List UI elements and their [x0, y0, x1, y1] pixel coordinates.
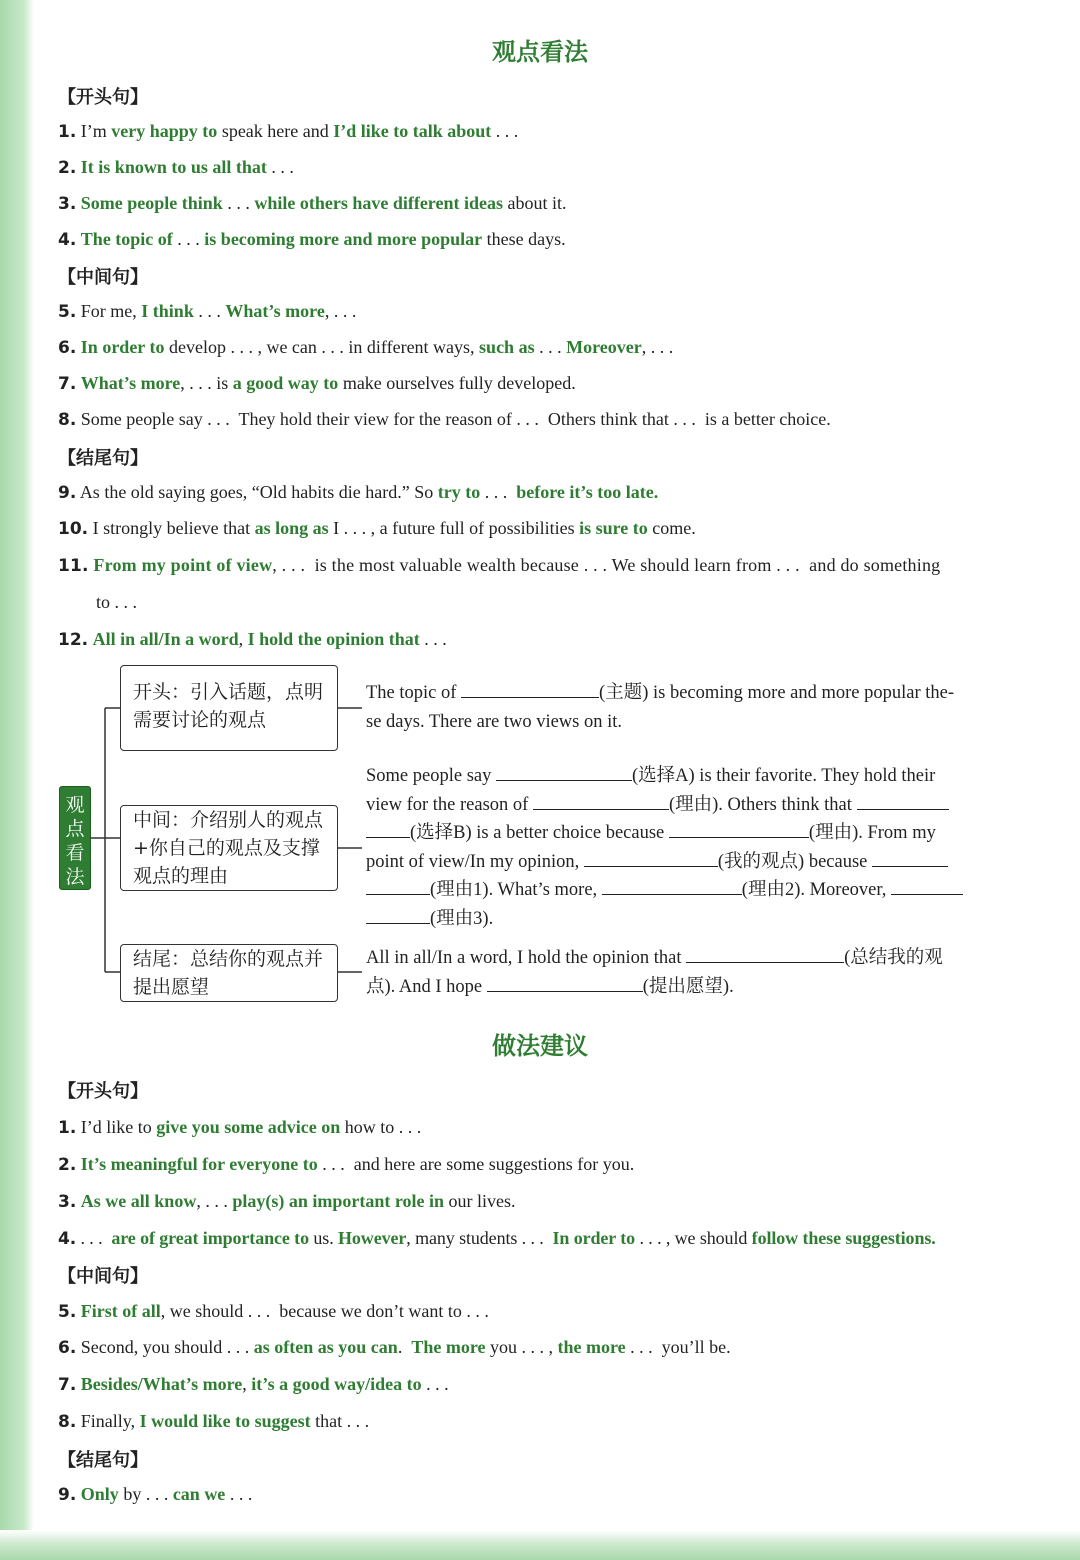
- sentence-part-key: a good way to: [232, 373, 339, 393]
- sentence-part: . . . and here are some suggestions for you.: [317, 1154, 635, 1174]
- mindmap-template-ending: [366, 944, 1026, 1001]
- sentence-part-key: What’s more: [225, 301, 325, 321]
- sentence-number: 4.: [58, 230, 77, 250]
- sentence-part-key: The more: [411, 1337, 486, 1357]
- fill-blank[interactable]: [669, 819, 809, 838]
- sentence-part: how to . . .: [340, 1117, 422, 1137]
- tag-middle: 【中间句】: [58, 1266, 148, 1287]
- fill-blank[interactable]: [366, 819, 410, 838]
- template-text: Some people say: [366, 766, 496, 786]
- sentence-part: I . . . , a future full of possibilities: [328, 518, 580, 538]
- sentence-number: 2.: [58, 1155, 77, 1175]
- tag-opening: 【开头句】: [58, 1081, 148, 1102]
- template-text: All in all/In a word, I hold the opinion that: [366, 948, 687, 968]
- mindmap-box-opening: 开头：引入话题，点明需要讨论的观点: [120, 665, 338, 751]
- sentence-part-key: The topic of: [80, 229, 173, 249]
- sentence-part-key: Only: [80, 1484, 119, 1504]
- sentence-part: . . . , we should: [635, 1228, 752, 1248]
- advice-sentence-5: [58, 1299, 489, 1324]
- advice-sentence-7: [58, 1372, 449, 1397]
- advice-sentence-9: [58, 1482, 252, 1507]
- sentence-part: . . .: [172, 229, 205, 249]
- sentence-part: For me,: [80, 301, 142, 321]
- sentence-part: ,: [238, 629, 248, 649]
- sentence-part: come.: [647, 518, 696, 538]
- template-text: se days. There are two views on it.: [366, 711, 623, 732]
- sentence-number: 3.: [58, 1192, 77, 1212]
- template-text: (选择A) is their favorite. They hold their: [632, 766, 936, 786]
- sentence-number: 6.: [58, 338, 77, 358]
- sentence-part: speak here and: [217, 121, 334, 141]
- template-text: (主题) is becoming more and more popular the-: [599, 683, 955, 703]
- sentence-part: you . . . ,: [485, 1337, 558, 1357]
- sentence-part: ,: [242, 1374, 252, 1394]
- sentence-part-key: However: [338, 1228, 407, 1248]
- sentence-part: by . . .: [118, 1484, 173, 1504]
- sentence-part-key: What’s more: [80, 373, 181, 393]
- sentence-part: , . . .: [641, 337, 674, 357]
- sentence-11-continuation: to . . .: [96, 592, 138, 612]
- sentence-part: .: [397, 1337, 412, 1357]
- sentence-part-key: is sure to: [579, 518, 648, 538]
- mindmap-box-ending: 结尾：总结你的观点并提出愿望: [120, 944, 338, 1002]
- sentence-part: develop . . . , we can . . . in different ways,: [164, 337, 480, 357]
- template-text: (理由1). What’s more,: [430, 880, 602, 900]
- sentence-part: , . . .: [324, 301, 357, 321]
- sentence-number: 11.: [58, 556, 89, 576]
- fill-blank[interactable]: [487, 973, 643, 992]
- sentence-part: . . .: [419, 629, 447, 649]
- sentence-part-key: It’s meaningful for everyone to: [80, 1154, 318, 1174]
- sentence-part-key: From my point of view: [93, 555, 273, 575]
- template-text: (总结我的观: [844, 948, 943, 968]
- sentence-number: 5.: [58, 1302, 77, 1322]
- sentence-part: these days.: [482, 229, 566, 249]
- sentence-part-key: as often as you can: [253, 1337, 398, 1357]
- sentence-number: 8.: [58, 1412, 77, 1432]
- mindmap-box-middle: 中间：介绍别人的观点+你自己的观点及支撑观点的理由: [120, 805, 338, 891]
- sentence-part: , . . . is: [180, 373, 233, 393]
- fill-blank[interactable]: [584, 848, 718, 867]
- template-text: (理由2). Moreover,: [741, 880, 892, 900]
- advice-sentence-1: [58, 1115, 421, 1140]
- sentence-number: 2.: [58, 158, 77, 178]
- sentence-number: 6.: [58, 1338, 77, 1358]
- sentence-part-key: while others have different ideas: [254, 193, 503, 213]
- advice-sentence-8: [58, 1409, 369, 1434]
- template-text: view for the reason of: [366, 794, 533, 815]
- sentence-number: 8.: [58, 410, 77, 430]
- sentence-part-key: try to: [437, 482, 481, 502]
- template-text: (提出愿望).: [642, 976, 734, 997]
- sentence-part: Some people say . . . They hold their view for the reason of . . . Others think that . . . is a better choice.: [80, 409, 831, 429]
- template-text: (理由). Others think that: [668, 794, 857, 815]
- fill-blank[interactable]: [496, 762, 632, 781]
- sentence-number: 9.: [58, 483, 77, 503]
- template-text: (选择B) is a better choice because: [410, 823, 669, 843]
- sentence-number: 3.: [58, 194, 77, 214]
- tag-ending: 【结尾句】: [58, 448, 148, 469]
- sentence-part: As the old saying goes, “Old habits die hard.” So: [79, 482, 438, 502]
- tag-middle: 【中间句】: [58, 267, 148, 288]
- sentence-number: 9.: [58, 1485, 77, 1505]
- sentence-part: make ourselves fully developed.: [338, 373, 576, 393]
- sentence-part-key: Some people think: [80, 193, 223, 213]
- sentence-part: Second, you should . . .: [80, 1337, 254, 1357]
- sentence-part: Finally,: [80, 1411, 140, 1431]
- tag-opening: 【开头句】: [58, 87, 148, 108]
- section-title-opinion: 观点看法: [492, 38, 588, 66]
- sentence-part: , we should . . . because we don’t want to . . .: [160, 1301, 489, 1321]
- fill-blank[interactable]: [872, 848, 948, 867]
- sentence-part-key: All in all/In a word: [92, 629, 239, 649]
- sentence-part-key: First of all: [80, 1301, 161, 1321]
- sentence-part: , many students . . .: [406, 1228, 553, 1248]
- fill-blank[interactable]: [891, 876, 963, 895]
- sentence-part: that . . .: [310, 1411, 370, 1431]
- sentence-part-key: can we: [172, 1484, 226, 1504]
- sentence-part: our lives.: [444, 1191, 516, 1211]
- sentence-part-key: give you some advice on: [156, 1117, 341, 1137]
- sentence-part-key: As we all know: [80, 1191, 197, 1211]
- sentence-part: . . .: [534, 337, 567, 357]
- sentence-part: . . .: [222, 193, 255, 213]
- sentence-part-key: is becoming more and more popular: [204, 229, 483, 249]
- sentence-number: 12.: [58, 630, 89, 650]
- section-title-advice: 做法建议: [492, 1032, 588, 1060]
- sentence-number: 4.: [58, 1229, 77, 1249]
- advice-sentence-6: [58, 1335, 731, 1360]
- fill-blank[interactable]: [461, 679, 599, 698]
- sentence-part-key: In order to: [80, 337, 165, 357]
- mindmap-template-middle: [366, 762, 1026, 933]
- sentence-part-key: before it’s too late.: [516, 482, 659, 502]
- sentence-part-key: very happy to: [111, 121, 218, 141]
- fill-blank[interactable]: [366, 905, 430, 924]
- sentence-part-key: In order to: [552, 1228, 636, 1248]
- sentence-part: I’d like to: [80, 1117, 157, 1137]
- sentence-part-key: it’s a good way/idea to: [251, 1374, 422, 1394]
- advice-sentence-4: [58, 1226, 936, 1251]
- sentence-part: I strongly believe that: [92, 518, 255, 538]
- sentence-part-key: It is known to us all that: [80, 157, 267, 177]
- sentence-number: 7.: [58, 374, 77, 394]
- template-text: The topic of: [366, 683, 462, 703]
- sentence-part-key: Besides/What’s more: [80, 1374, 243, 1394]
- fill-blank[interactable]: [857, 791, 949, 810]
- sentence-number: 10.: [58, 519, 89, 539]
- sentence-part: about it.: [502, 193, 567, 213]
- sentence-part: . . .: [421, 1374, 449, 1394]
- sentence-number: 1.: [58, 122, 77, 142]
- sentence-part-key: Moreover: [566, 337, 642, 357]
- sentence-part-key: as long as: [254, 518, 329, 538]
- sentence-part-key: the more: [557, 1337, 626, 1357]
- sentence-part-key: play(s) an important role in: [232, 1191, 444, 1211]
- sentence-number: 5.: [58, 302, 77, 322]
- sentence-part-key: I hold the opinion that: [247, 629, 420, 649]
- sentence-part: . . .: [266, 157, 294, 177]
- tag-ending: 【结尾句】: [58, 1450, 148, 1471]
- sentence-part: . . .: [80, 1228, 112, 1248]
- template-text: point of view/In my opinion,: [366, 851, 584, 872]
- advice-sentence-2: [58, 1152, 634, 1177]
- sentence-part: . . . you’ll be.: [625, 1337, 731, 1357]
- template-text: 点). And I hope: [366, 976, 487, 997]
- fill-blank[interactable]: [602, 876, 742, 895]
- sentence-part: us.: [308, 1228, 338, 1248]
- sentence-part-key: I’d like to talk about: [333, 121, 492, 141]
- sentence-part: . . .: [480, 482, 517, 502]
- fill-blank[interactable]: [366, 876, 430, 895]
- sentence-part: . . .: [193, 301, 226, 321]
- mindmap-template-opening: [366, 679, 1026, 736]
- sentence-part-key: such as: [479, 337, 535, 357]
- sentence-part-key: follow these suggestions.: [751, 1228, 936, 1248]
- mindmap-root: 观点看法: [59, 786, 91, 890]
- sentence-part: , . . .: [196, 1191, 233, 1211]
- sentence-number: 7.: [58, 1375, 77, 1395]
- sentence-part-key: I would like to suggest: [139, 1411, 311, 1431]
- sentence-part: . . .: [225, 1484, 253, 1504]
- sentence-part-key: are of great importance to: [111, 1228, 309, 1248]
- sentence-part: I’m: [80, 121, 112, 141]
- fill-blank[interactable]: [533, 791, 669, 810]
- advice-sentence-3: [58, 1189, 516, 1214]
- sentence-number: 1.: [58, 1118, 77, 1138]
- sentence-part: , . . . is the most valuable wealth because . . . We should learn from . . . and do something: [272, 555, 941, 575]
- template-text: (理由3).: [430, 908, 494, 929]
- template-text: (理由). From my: [808, 823, 936, 843]
- template-text: (我的观点) because: [717, 851, 872, 872]
- fill-blank[interactable]: [686, 944, 844, 963]
- sentence-part: . . .: [491, 121, 519, 141]
- sentence-part-key: I think: [141, 301, 194, 321]
